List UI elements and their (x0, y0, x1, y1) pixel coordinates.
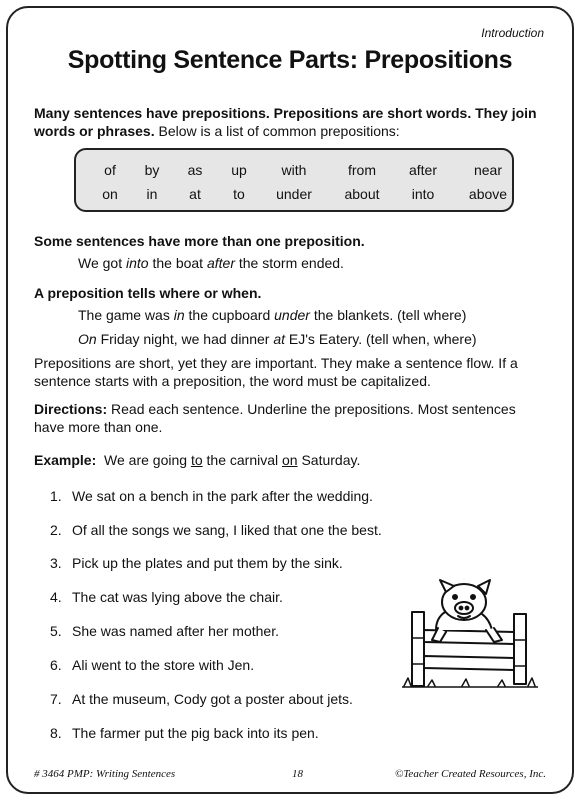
example-text: Friday night, we had dinner (96, 331, 274, 347)
preposition-word: by (144, 162, 160, 178)
footer-page-number: 18 (292, 768, 303, 780)
preposition-word: as (187, 162, 203, 178)
preposition-word: into (411, 186, 435, 202)
example-text: We got (78, 255, 126, 271)
preposition-word: from (348, 162, 376, 178)
exercise-item-8[interactable] (50, 724, 319, 742)
example-text: EJ's Eatery. (tell when, where) (285, 331, 477, 347)
exercise-sentence[interactable]: We sat on a bench in the park after the wedding. (72, 488, 373, 504)
example-text: the blankets. (tell where) (309, 307, 467, 323)
example-label: Example: (34, 452, 97, 468)
exercise-sentence[interactable]: At the museum, Cody got a poster about jets. (72, 691, 353, 707)
exercise-sentence[interactable]: The farmer put the pig back into its pen. (72, 725, 319, 741)
italic-preposition: On (78, 331, 97, 347)
intro-bold-text: Many sentences have prepositions. Prepositions are short words. They join words or phrases. (34, 105, 537, 139)
example-sentence (34, 451, 548, 469)
directions-text: Read each sentence. Underline the prepositions. Most sentences have more than one. (34, 401, 516, 435)
preposition-word: under (276, 186, 312, 202)
preposition-word: after (408, 162, 438, 178)
exercise-item-5[interactable] (50, 622, 279, 640)
exercise-item-4[interactable] (50, 588, 283, 606)
footer-copyright: ©Teacher Created Resources, Inc. (394, 768, 546, 780)
exercise-item-3[interactable] (50, 554, 343, 572)
preposition-word: above (468, 186, 508, 202)
exercise-sentence[interactable]: Of all the songs we sang, I liked that one the best. (72, 522, 382, 538)
italic-preposition: after (206, 255, 235, 271)
intro-paragraph (34, 104, 544, 140)
exercise-number: 4. (50, 589, 62, 605)
example-text: The game was (78, 307, 174, 323)
rule1-heading: Some sentences have more than one preposition. (34, 233, 365, 249)
exercise-number: 1. (50, 488, 62, 504)
preposition-list-box (74, 148, 514, 212)
rule1-example (78, 254, 548, 272)
preposition-row-2 (76, 186, 512, 204)
pig-on-fence-icon (402, 578, 538, 690)
exercise-sentence[interactable]: She was named after her mother. (72, 623, 279, 639)
page-title: Spotting Sentence Parts: Prepositions (67, 46, 513, 74)
exercise-item-2[interactable] (50, 521, 382, 539)
worksheet-page (6, 6, 574, 794)
underlined-preposition: on (282, 452, 298, 468)
example-text: Saturday. (297, 452, 361, 468)
exercise-sentence[interactable]: Ali went to the store with Jen. (72, 657, 255, 673)
preposition-word: about (344, 186, 380, 202)
example-text: the boat (148, 255, 207, 271)
rule2-example-1 (78, 306, 548, 324)
exercise-number: 2. (50, 522, 62, 538)
preposition-word: with (281, 162, 307, 178)
rule2-heading: A preposition tells where or when. (34, 285, 262, 301)
exercise-sentence[interactable]: Pick up the plates and put them by the sink. (72, 555, 343, 571)
exercise-item-7[interactable] (50, 690, 353, 708)
directions-paragraph (34, 400, 548, 436)
rule2-example-2 (78, 330, 548, 348)
preposition-word: near (473, 162, 503, 178)
preposition-row-1 (76, 162, 512, 180)
section-label: Introduction (481, 26, 544, 40)
note-paragraph: Prepositions are short, yet they are important. They make a sentence flow. If a sentence starts with a preposition, the word must be capitalized. (34, 355, 518, 389)
preposition-word: on (102, 186, 118, 202)
preposition-word: of (104, 162, 116, 178)
footer-book-title: # 3464 PMP: Writing Sentences (34, 768, 176, 780)
preposition-word: at (189, 186, 201, 202)
example-text: the storm ended. (234, 255, 344, 271)
example-text: the cupboard (184, 307, 275, 323)
exercise-number: 6. (50, 657, 62, 673)
exercise-sentence[interactable]: The cat was lying above the chair. (72, 589, 283, 605)
exercise-number: 5. (50, 623, 62, 639)
preposition-word: up (231, 162, 247, 178)
preposition-word: in (146, 186, 158, 202)
exercise-item-1[interactable] (50, 487, 373, 505)
example-text: the carnival (202, 452, 282, 468)
italic-preposition: under (274, 307, 310, 323)
preposition-word: to (233, 186, 245, 202)
italic-preposition: at (273, 331, 286, 347)
underlined-preposition: to (190, 452, 203, 468)
exercise-number: 7. (50, 691, 62, 707)
exercise-number: 3. (50, 555, 62, 571)
directions-label: Directions: (34, 401, 108, 417)
exercise-number: 8. (50, 725, 62, 741)
italic-preposition: into (126, 255, 149, 271)
example-text: We are going (104, 452, 191, 468)
italic-preposition: in (173, 307, 185, 323)
exercise-item-6[interactable] (50, 656, 254, 674)
intro-plain-text: Below is a list of common prepositions: (158, 123, 400, 139)
